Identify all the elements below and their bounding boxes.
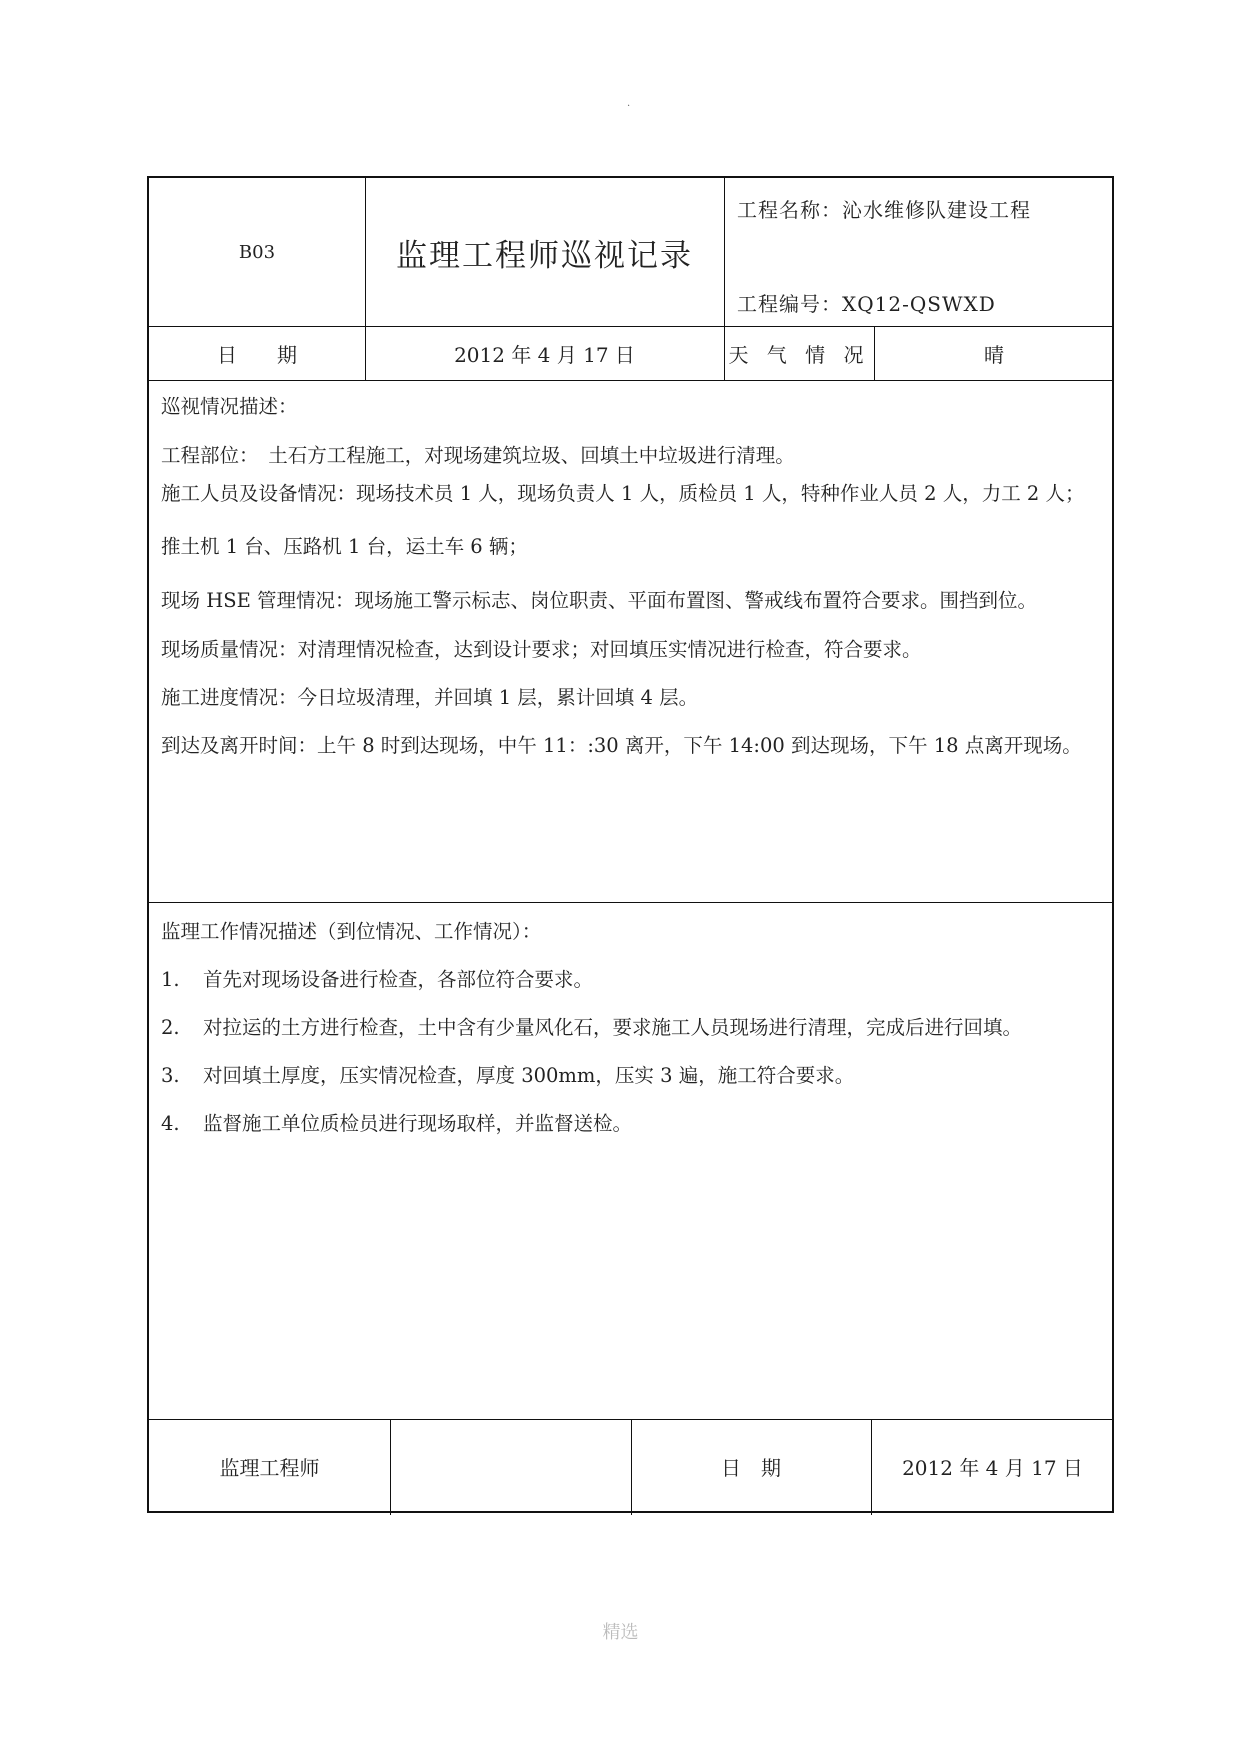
inspection-line: 现场质量情况：对清理情况检查，达到设计要求；对回填压实情况进行检查，符合要求。: [161, 638, 922, 661]
inspection-record-form: [147, 176, 1114, 1513]
project-number: 工程编号：XQ12-QSWXD: [737, 292, 996, 316]
list-item-number: 4.: [161, 1112, 180, 1135]
inspection-line: 到达及离开时间：上午 8 时到达现场，中午 11：:30 离开，下午 14:00 到达现场，下午 18 点离开现场。: [161, 734, 1082, 757]
list-item: [161, 1112, 1104, 1136]
list-item: [161, 1064, 1104, 1088]
signature-date-label: 日 期: [721, 1455, 781, 1480]
list-item-text: 首先对现场设备进行检查，各部位符合要求。: [203, 968, 594, 991]
page-top-mark: .: [627, 98, 631, 109]
form-title: 监理工程师巡视记录: [396, 237, 693, 274]
inspection-line: 工程部位： 土石方工程施工，对现场建筑垃圾、回填土中垃圾进行清理。: [161, 444, 795, 467]
engineer-label: 监理工程师: [219, 1455, 320, 1480]
project-name: 工程名称：沁水维修队建设工程: [737, 198, 1031, 222]
inspection-line: 现场 HSE 管理情况：现场施工警示标志、岗位职责、平面布置图、警戒线布置符合要求。围挡到位。: [161, 589, 1037, 612]
weather-value: 晴: [984, 342, 1004, 367]
date-label: 日 期: [217, 342, 297, 367]
inspection-section: [161, 380, 1104, 902]
inspection-heading: 巡视情况描述：: [161, 395, 298, 418]
form-code: B03: [238, 241, 276, 263]
list-item-text: 对拉运的土方进行检查，土中含有少量风化石，要求施工人员现场进行清理，完成后进行回填。: [203, 1016, 1023, 1039]
weather-label: 天 气 情 况: [728, 342, 870, 367]
list-item-number: 3.: [161, 1064, 180, 1087]
list-item-text: 监督施工单位质检员进行现场取样，并监督送检。: [203, 1112, 633, 1135]
supervision-heading: 监理工作情况描述（到位情况、工作情况）：: [161, 920, 542, 943]
footer-watermark: 精选: [602, 1622, 639, 1643]
list-item: [161, 1016, 1104, 1040]
list-item-number: 2.: [161, 1016, 180, 1039]
date-value: 2012 年 4 月 17 日: [454, 342, 635, 367]
inspection-line: 施工人员及设备情况：现场技术员 1 人，现场负责人 1 人，质检员 1 人，特种作业人员 2 人，力工 2 人；推土机 1 台、压路机 1 台，运土车 6 辆；: [161, 482, 1085, 558]
signature-date-value: 2012 年 4 月 17 日: [902, 1455, 1083, 1480]
engineer-signature-field[interactable]: [390, 1419, 631, 1513]
list-item: [161, 968, 1104, 992]
inspection-line: 施工进度情况：今日垃圾清理，并回填 1 层，累计回填 4 层。: [161, 686, 699, 709]
supervision-section: [161, 902, 1104, 1419]
list-item-text: 对回填土厚度，压实情况检查，厚度 300mm，压实 3 遍，施工符合要求。: [203, 1064, 855, 1087]
list-item-number: 1.: [161, 968, 180, 991]
